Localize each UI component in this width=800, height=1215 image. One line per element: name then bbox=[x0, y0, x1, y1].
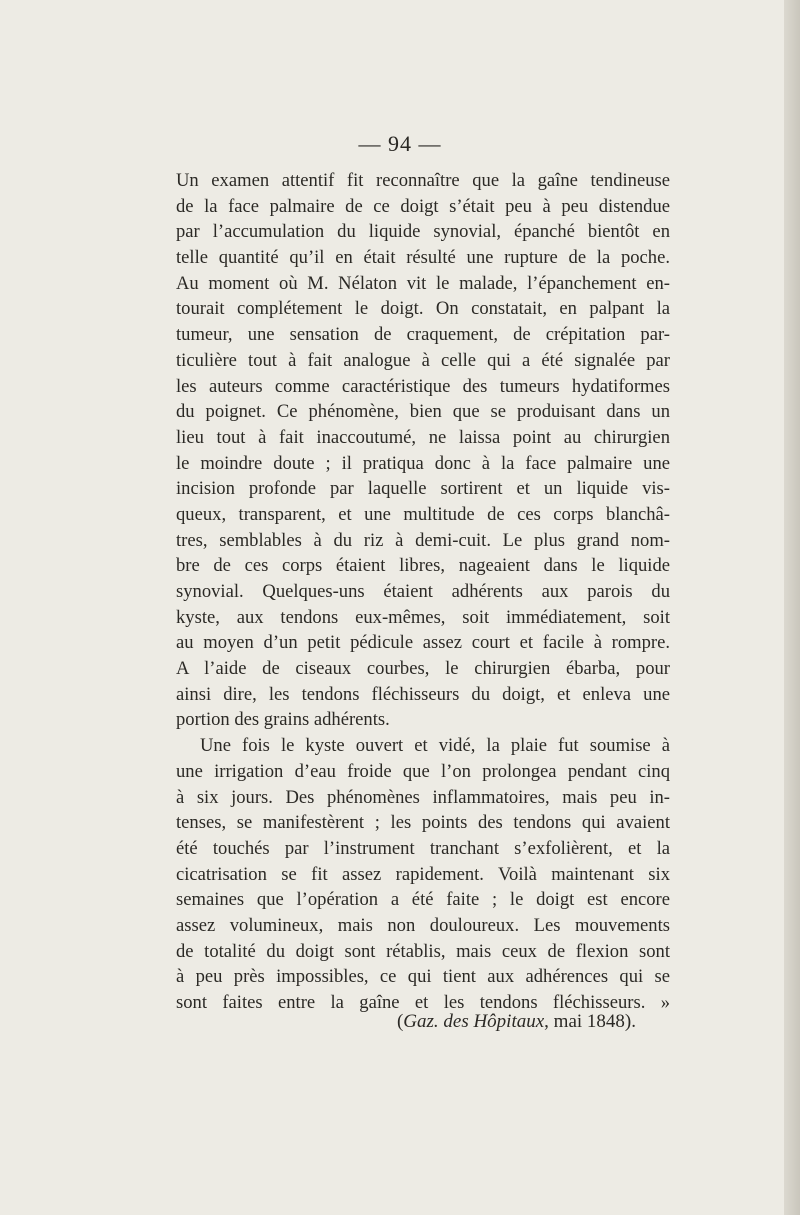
text-line: tumeur, une sensation de craquement, de crépitation par- bbox=[176, 324, 670, 346]
text-line: tres, semblables à du riz à demi-cuit. Le plus grand nom- bbox=[176, 529, 670, 551]
text-line: le moindre doute ; il pratiqua donc à la face palmaire une bbox=[176, 452, 670, 474]
text-line: été touchés par l’instrument tranchant s’exfolièrent, et la bbox=[176, 837, 670, 859]
text-line: telle quantité qu’il en était résulté une rupture de la poche. bbox=[176, 247, 670, 269]
text-line: Un examen attentif fit reconnaître que la gaîne tendineuse bbox=[176, 170, 670, 191]
text-line: tourait complétement le doigt. On constatait, en palpant la bbox=[176, 298, 670, 320]
citation-open: ( bbox=[396, 1011, 404, 1032]
body-text bbox=[176, 168, 670, 1016]
citation-date: , mai 1848). bbox=[544, 1011, 636, 1032]
text-line: assez volumineux, mais non douloureux. Les mouvements bbox=[176, 914, 670, 936]
text-line: kyste, aux tendons eux-mêmes, soit immédiatement, soit bbox=[176, 606, 670, 628]
text-line: Une fois le kyste ouvert et vidé, la plaie fut soumise à bbox=[200, 735, 670, 757]
text-line: A l’aide de ciseaux courbes, le chirurgien ébarba, pour bbox=[176, 658, 670, 680]
text-line: sont faites entre la gaîne et les tendons fléchisseurs. » bbox=[176, 992, 670, 1013]
citation-journal: Gaz. des Hôpitaux bbox=[403, 1011, 545, 1032]
text-line: lieu tout à fait inaccoutumé, ne laissa point au chirurgien bbox=[176, 426, 670, 448]
text-line: portion des grains adhérents. bbox=[176, 709, 390, 731]
text-line: semaines que l’opération a été faite ; le doigt est encore bbox=[176, 889, 670, 911]
text-line: ticulière tout à fait analogue à celle qui a été signalée par bbox=[176, 349, 670, 371]
text-line: ainsi dire, les tendons fléchisseurs du doigt, et enleva une bbox=[176, 683, 670, 705]
text-line: bre de ces corps étaient libres, nageaient dans le liquide bbox=[176, 555, 670, 577]
text-line: par l’accumulation du liquide synovial, épanché bientôt en bbox=[176, 221, 670, 243]
text-line: à six jours. Des phénomènes inflammatoires, mais peu in- bbox=[176, 786, 670, 808]
text-line: cicatrisation se fit assez rapidement. Voilà maintenant six bbox=[176, 863, 670, 885]
text-line: à peu près impossibles, ce qui tient aux adhérences qui se bbox=[176, 966, 670, 988]
text-line: une irrigation d’eau froide que l’on prolongea pendant cinq bbox=[176, 760, 670, 782]
source-citation bbox=[176, 1009, 636, 1035]
text-line: tenses, se manifestèrent ; les points des tendons qui avaient bbox=[176, 812, 670, 834]
text-line: incision profonde par laquelle sortirent et un liquide vis- bbox=[176, 478, 670, 500]
text-line: au moyen d’un petit pédicule assez court et facile à rompre. bbox=[176, 632, 670, 654]
page-edge bbox=[784, 0, 800, 1215]
text-line: queux, transparent, et une multitude de ces corps blanchâ- bbox=[176, 503, 670, 525]
page-number-header: — 94 — bbox=[358, 131, 442, 156]
text-line: Au moment où M. Nélaton vit le malade, l’épanchement en- bbox=[176, 272, 670, 294]
text-line: synovial. Quelques-uns étaient adhérents aux parois du bbox=[176, 581, 670, 602]
text-line: du poignet. Ce phénomène, bien que se produisant dans un bbox=[176, 401, 670, 423]
text-line: les auteurs comme caractéristique des tumeurs hydatiformes bbox=[176, 375, 670, 397]
text-line: de la face palmaire de ce doigt s’était peu à peu distendue bbox=[176, 195, 670, 217]
text-line: de totalité du doigt sont rétablis, mais ceux de flexion sont bbox=[176, 940, 670, 962]
